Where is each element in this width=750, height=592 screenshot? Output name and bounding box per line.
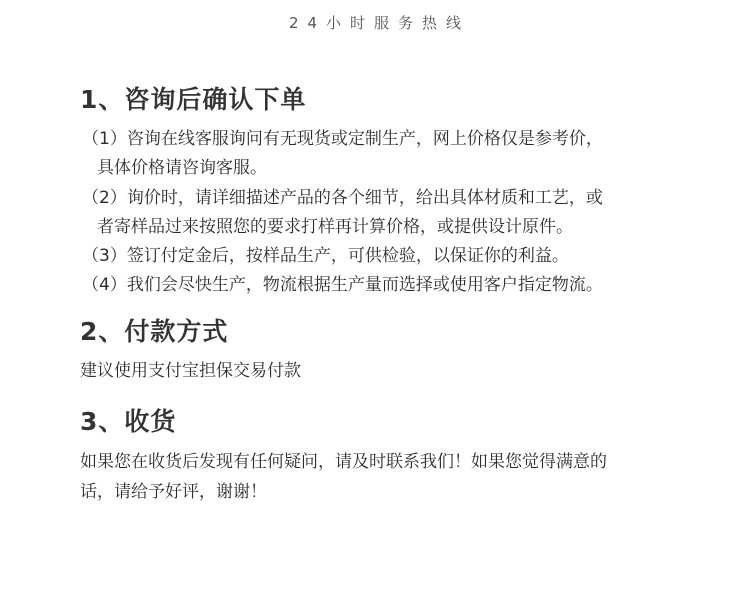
- section-1-item-4: （4）我们会尽快生产，物流根据生产量而选择或使用客户指定物流。: [82, 275, 603, 295]
- section-2-heading: 2、付款方式: [80, 317, 229, 346]
- section-1-item-2-line-1: （2）询价时，请详细描述产品的各个细节，给出具体材质和工艺，或: [82, 188, 603, 208]
- section-3-line-2: 话，请给予好评，谢谢！: [80, 482, 267, 502]
- section-3-heading: 3、收货: [80, 407, 177, 436]
- section-1-item-1-line-1: （1）咨询在线客服询问有无现货或定制生产，网上价格仅是参考价，: [82, 129, 603, 149]
- section-1-heading: 1、咨询后确认下单: [80, 85, 307, 114]
- hotline-title: 24小时服务热线: [288, 14, 471, 32]
- section-1-item-3: （3）签订付定金后，按样品生产，可供检验，以保证你的利益。: [82, 246, 569, 266]
- section-1-item-1-line-2: 具体价格请咨询客服。: [97, 158, 267, 178]
- section-2-text: 建议使用支付宝担保交易付款: [80, 361, 301, 381]
- section-3-line-1: 如果您在收货后发现有任何疑问，请及时联系我们！如果您觉得满意的: [80, 452, 607, 472]
- section-1-item-2-line-2: 者寄样品过来按照您的要求打样再计算价格，或提供设计原件。: [97, 217, 573, 237]
